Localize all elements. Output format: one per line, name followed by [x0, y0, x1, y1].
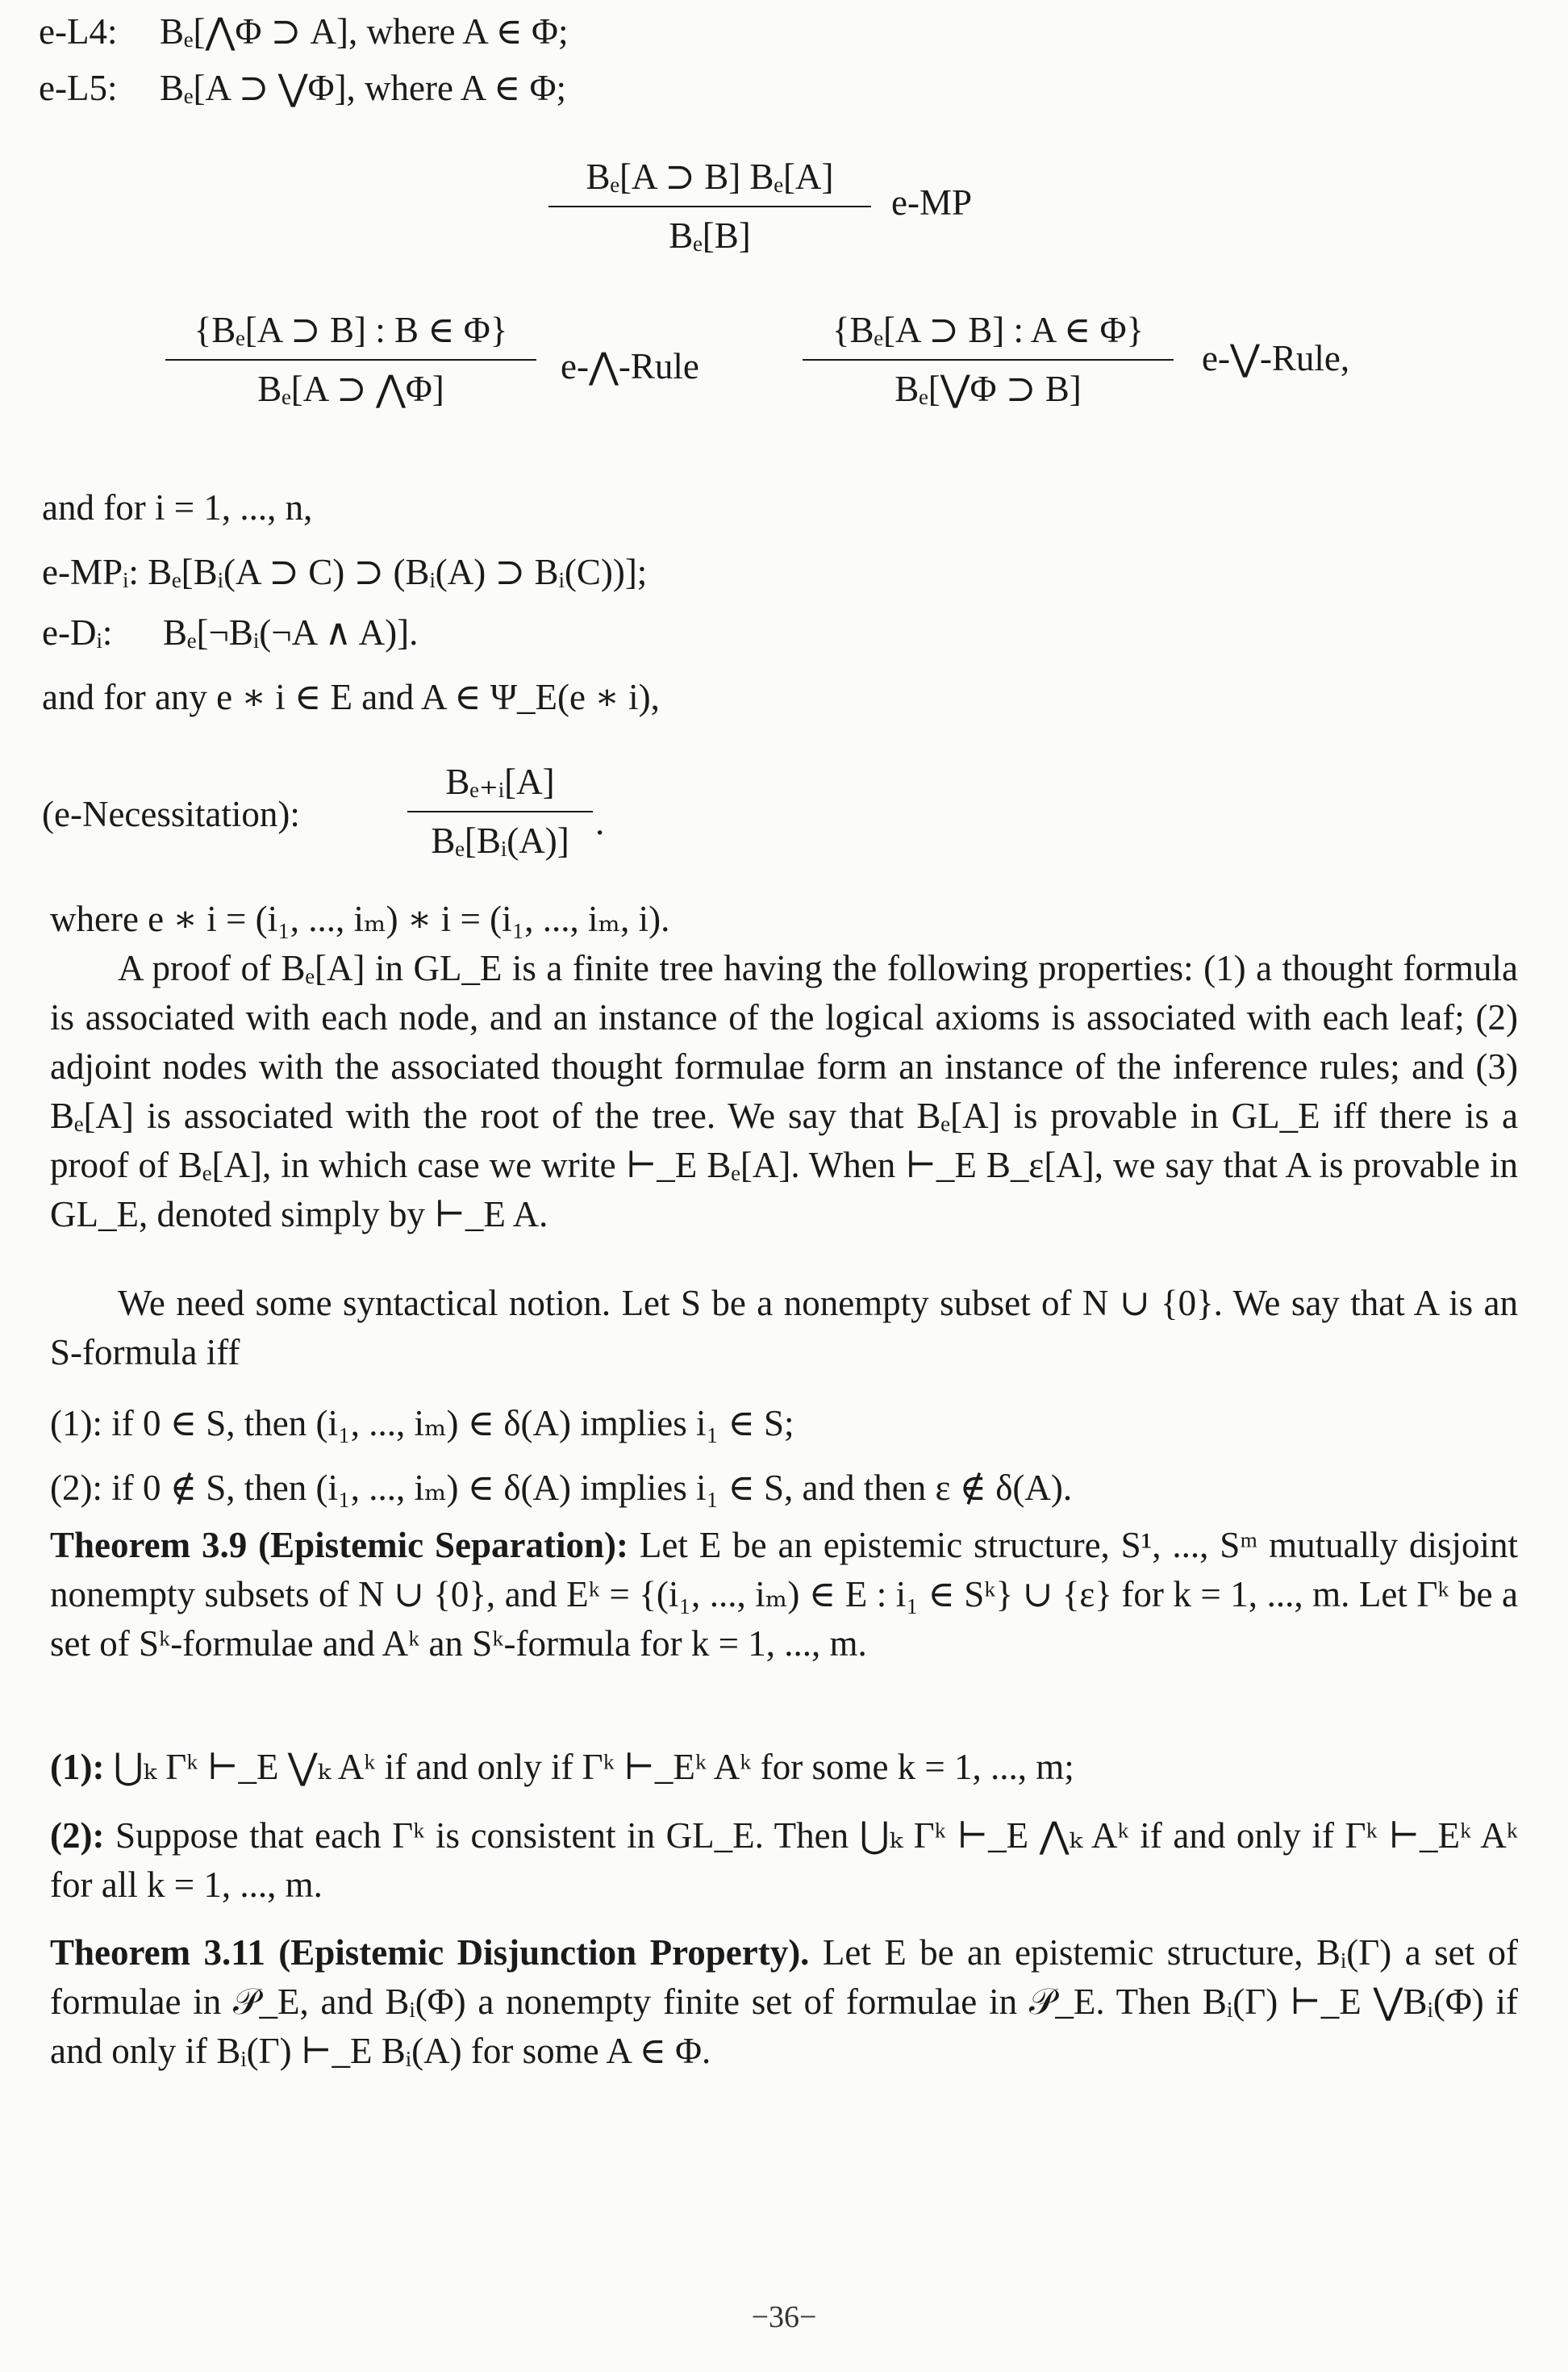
rule-conclusion: Bₑ[B]: [669, 215, 751, 256]
axiom-formula: Bₑ[⋀Φ ⊃ A], where A ∈ Φ;: [160, 11, 569, 52]
theorem-body: Let E be an epistemic structure, S¹, ..., Sᵐ mutually disjoint nonempty subsets of N ∪ {0}, and Eᵏ = {(i₁, ..., iₘ) ∈ E : i₁ ∈ Sᵏ} ∪ {ε} for k = 1, ..., m. Let Γᵏ be a set of Sᵏ-formulae and Aᵏ an Sᵏ-formula for k = 1, ..., m.: [50, 1525, 1518, 1664]
theorem-3-11: [50, 1928, 1518, 2076]
rule-mp-name: e-MP: [891, 182, 972, 223]
axiom-formula: Bₑ[¬Bᵢ(¬A ∧ A)].: [163, 612, 419, 653]
inference-line: [165, 359, 536, 361]
inference-line: [548, 206, 871, 207]
and-for-any: and for any e ∗ i ∈ E and A ∈ Ψ_E(e ∗ i),: [42, 677, 660, 717]
axiom-label: e-L4:: [39, 11, 118, 52]
where-line: where e ∗ i = (i₁, ..., iₘ) ∗ i = (i₁, ..., iₘ, i).: [50, 899, 670, 939]
inference-line: [407, 811, 593, 812]
rule-premises: {Bₑ[A ⊃ B] : B ∈ Φ}: [194, 310, 508, 350]
axiom-e-l5: [39, 65, 566, 112]
axiom-label: e-Dᵢ:: [42, 612, 113, 653]
axiom-label: e-MPᵢ:: [42, 552, 139, 592]
axiom-e-di: [42, 609, 418, 657]
rule-premises: Bₑ[A ⊃ B] Bₑ[A]: [586, 157, 834, 197]
axiom-e-l4: [39, 8, 568, 56]
theorem-body: Let E be an epistemic structure, Bᵢ(Γ) a set of formulae in 𝒫_E, and Bᵢ(Φ) a nonempty finite set of formulae in 𝒫_E. Then Bᵢ(Γ) ⊢_E ⋁Bᵢ(Φ) if and only if Bᵢ(Γ) ⊢_E Bᵢ(A) for some A ∈ Φ.: [50, 1932, 1518, 2071]
theorem-3-9-item-2: [50, 1811, 1518, 1910]
rule-or: [803, 307, 1174, 412]
axiom-e-mpi: [42, 549, 647, 596]
item-label: (1):: [50, 1747, 105, 1787]
rule-premises: {Bₑ[A ⊃ B] : A ∈ Φ}: [832, 310, 1145, 350]
condition-1: (1): if 0 ∈ S, then (i₁, ..., iₘ) ∈ δ(A) implies i₁ ∈ S;: [50, 1403, 794, 1443]
theorem-3-9: [50, 1521, 1518, 1668]
rule-conclusion: Bₑ[Bᵢ(A)]: [431, 820, 569, 861]
paragraph-proof: A proof of Bₑ[A] in GL_E is a finite tree having the following properties: (1) a thought formula is associated with each node, and an instance of the logical axioms is associated with each leaf; (2) adjoint nodes with the associated thought formulae form an instance of the inference rules; and (3) Bₑ[A] is associated with the root of the tree. We say that Bₑ[A] is provable in GL_E iff there is a proof of Bₑ[A], in which case we write ⊢_E Bₑ[A]. When ⊢_E B_ε[A], we say that A is provable in GL_E, denoted simply by ⊢_E A.: [50, 948, 1518, 1234]
necessitation-tail: .: [595, 802, 605, 842]
and-for-i: and for i = 1, ..., n,: [42, 487, 313, 528]
rule-conclusion: Bₑ[⋁Φ ⊃ B]: [895, 368, 1082, 409]
rule-and: [165, 307, 536, 412]
theorem-title: Theorem 3.11 (Epistemic Disjunction Property).: [50, 1932, 810, 1973]
theorem-3-9-item-1: [50, 1743, 1518, 1792]
rule-premises: Bₑ₊ᵢ[A]: [445, 762, 555, 802]
theorem-title: Theorem 3.9 (Epistemic Separation):: [50, 1525, 628, 1565]
inference-line: [803, 359, 1174, 361]
item-text: ⋃ₖ Γᵏ ⊢_E ⋁ₖ Aᵏ if and only if Γᵏ ⊢_Eᵏ Aᵏ for some k = 1, ..., m;: [113, 1747, 1074, 1787]
rule-mp: [548, 153, 871, 259]
axiom-label: e-L5:: [39, 68, 118, 108]
rule-or-name: e-⋁-Rule,: [1202, 338, 1350, 378]
necessitation-label: (e-Necessitation):: [42, 794, 300, 834]
axiom-formula: Bₑ[A ⊃ ⋁Φ], where A ∈ Φ;: [160, 68, 566, 108]
condition-2: (2): if 0 ∉ S, then (i₁, ..., iₘ) ∈ δ(A) implies i₁ ∈ S, and then ε ∉ δ(A).: [50, 1468, 1073, 1508]
item-label: (2):: [50, 1815, 105, 1856]
rule-necessitation: [407, 758, 593, 864]
rule-conclusion: Bₑ[A ⊃ ⋀Φ]: [257, 368, 444, 409]
page-number: −36−: [751, 2300, 817, 2334]
item-text: Suppose that each Γᵏ is consistent in GL_E. Then ⋃ₖ Γᵏ ⊢_E ⋀ₖ Aᵏ if and only if Γᵏ ⊢_Eᵏ Aᵏ for all k = 1, ..., m.: [50, 1815, 1518, 1905]
paragraph-syntax: We need some syntactical notion. Let S be a nonempty subset of N ∪ {0}. We say that A is an S-formula iff: [50, 1283, 1518, 1372]
axiom-formula: Bₑ[Bᵢ(A ⊃ C) ⊃ (Bᵢ(A) ⊃ Bᵢ(C))];: [148, 552, 648, 592]
rule-and-name: e-⋀-Rule: [561, 346, 699, 386]
